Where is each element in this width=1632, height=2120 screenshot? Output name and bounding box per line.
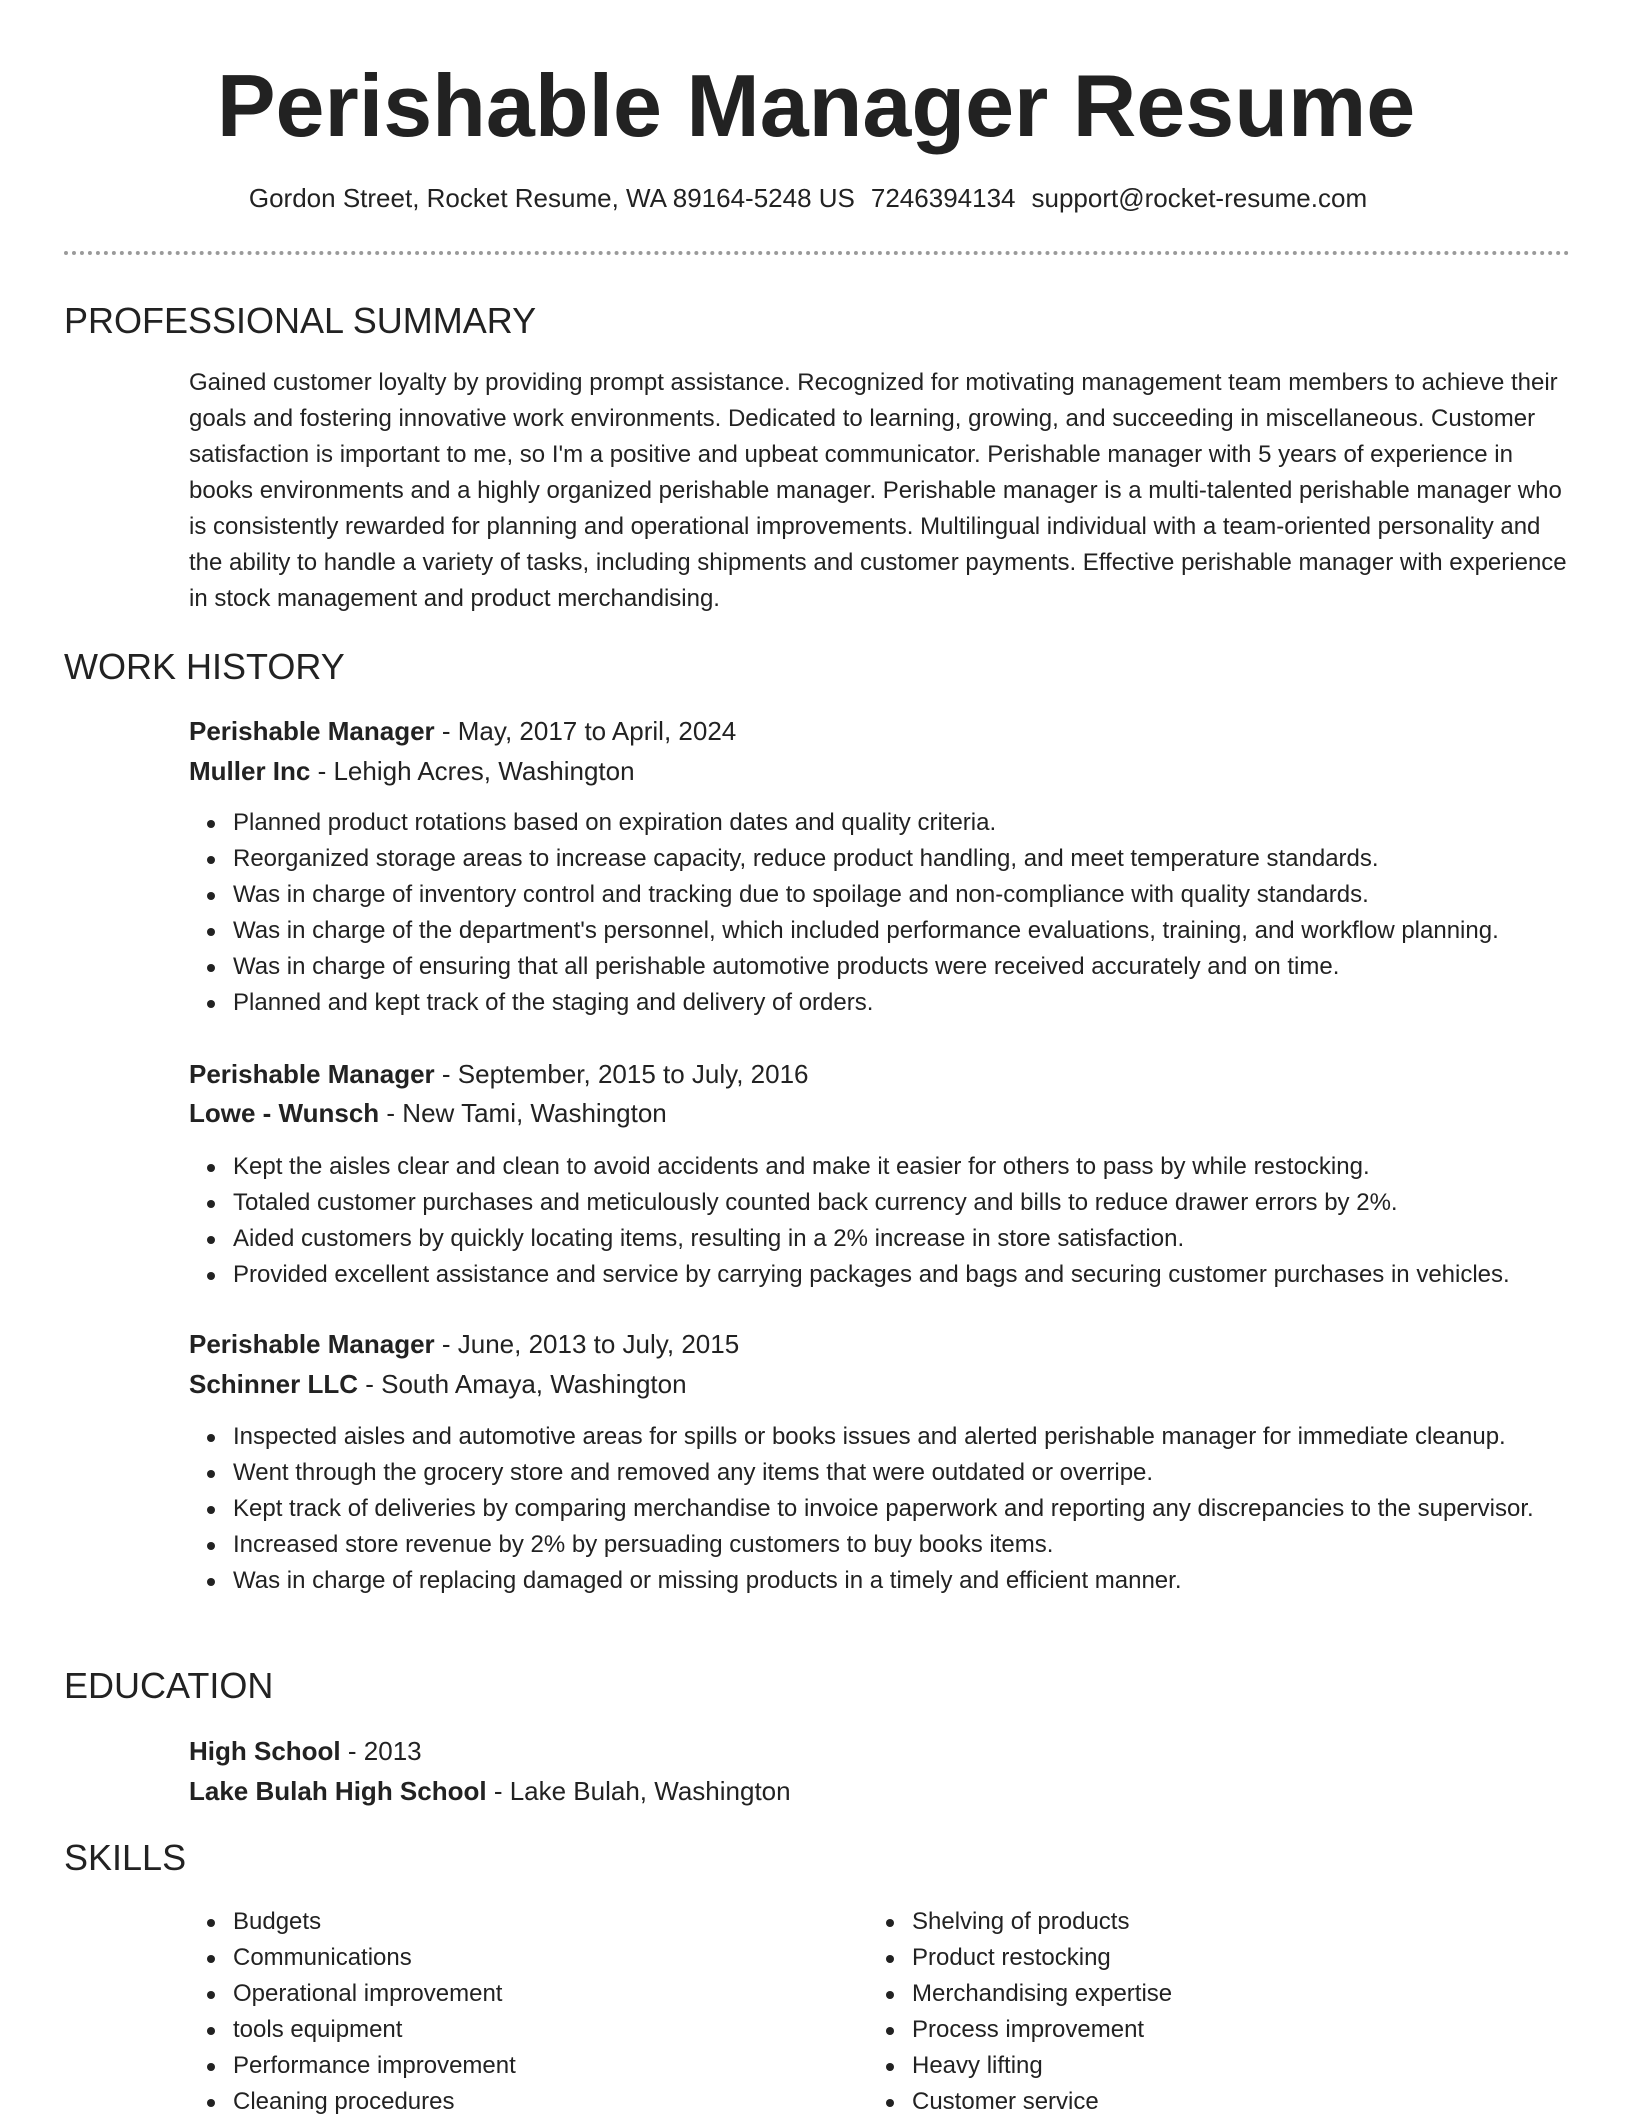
list-item: Was in charge of inventory control and tracking due to spoilage and non-compliance with quality standards. [233,877,1573,913]
skills-list-left [233,1904,833,2120]
list-item: Increased store revenue by 2% by persuading customers to buy books items. [233,1527,1573,1563]
list-item: Went through the grocery store and removed any items that were outdated or overripe. [233,1455,1573,1491]
skills-list-right [912,1904,1512,2120]
section-title-skills: SKILLS [64,1837,187,1878]
list-item: Customer service [912,2084,1512,2120]
contact-address: Gordon Street, Rocket Resume, WA 89164-5248 US [248,183,855,213]
section-title-summary: PROFESSIONAL SUMMARY [64,300,537,341]
education-school: Lake Bulah High School [189,1776,487,1806]
list-item: Kept the aisles clear and clean to avoid accidents and make it easier for others to pass by while restocking. [233,1149,1573,1185]
list-item: Shelving of products [912,1904,1512,1940]
contact-email: support@rocket-resume.com [1031,183,1368,213]
list-item: Inspected aisles and automotive areas for spills or books issues and alerted perishable manager for immediate cleanup. [233,1419,1573,1455]
list-item: Provided excellent assistance and service by carrying packages and bags and securing customer purchases in vehicles. [233,1257,1573,1293]
list-item: Aided customers by quickly locating items, resulting in a 2% increase in store satisfaction. [233,1221,1573,1257]
list-item: Performance improvement [233,2048,833,2084]
list-item: Was in charge of ensuring that all perishable automotive products were received accurately and on time. [233,949,1573,985]
job-location: - Lehigh Acres, Washington [310,756,635,786]
list-item: Product restocking [912,1940,1512,1976]
job-bullets [233,1149,1573,1293]
education-degree-line [189,1733,422,1769]
job-dates: - May, 2017 to April, 2024 [434,716,737,746]
job-company: Muller Inc [189,756,311,786]
list-item: tools equipment [233,2012,833,2048]
list-item: Cleaning procedures [233,2084,833,2120]
resume-title: Perishable Manager Resume [216,56,1416,155]
job-bullets [233,1419,1573,1599]
list-item: Was in charge of the department's personnel, which included performance evaluations, training, and workflow planning. [233,913,1573,949]
education-location: - Lake Bulah, Washington [486,1776,791,1806]
job-bullets [233,805,1573,1021]
job-location: - South Amaya, Washington [358,1369,687,1399]
education-school-line [189,1773,791,1809]
list-item: Planned and kept track of the staging and delivery of orders. [233,985,1573,1021]
job-title: Perishable Manager [189,1059,435,1089]
education-year: - 2013 [340,1736,422,1766]
section-title-education: EDUCATION [64,1665,274,1706]
list-item: Heavy lifting [912,2048,1512,2084]
contact-line [0,180,1616,216]
list-item: Process improvement [912,2012,1512,2048]
list-item: Budgets [233,1904,833,1940]
contact-phone: 7246394134 [870,183,1016,213]
job-title-line [189,1326,739,1362]
job-dates: - September, 2015 to July, 2016 [434,1059,809,1089]
list-item: Was in charge of replacing damaged or missing products in a timely and efficient manner. [233,1563,1573,1599]
education-degree: High School [189,1736,341,1766]
job-dates: - June, 2013 to July, 2015 [434,1329,740,1359]
job-title-line [189,713,736,749]
list-item: Reorganized storage areas to increase capacity, reduce product handling, and meet temperature standards. [233,841,1573,877]
list-item: Communications [233,1940,833,1976]
list-item: Merchandising expertise [912,1976,1512,2012]
header-divider [64,251,1570,255]
list-item: Totaled customer purchases and meticulously counted back currency and bills to reduce drawer errors by 2%. [233,1185,1573,1221]
job-company: Lowe - Wunsch [189,1098,380,1128]
list-item: Kept track of deliveries by comparing merchandise to invoice paperwork and reporting any discrepancies to the supervisor. [233,1491,1573,1527]
job-location: - New Tami, Washington [379,1098,667,1128]
job-title: Perishable Manager [189,716,435,746]
job-company-line [189,1095,667,1131]
job-company-line [189,753,635,789]
section-title-work-history: WORK HISTORY [64,646,345,687]
job-company: Schinner LLC [189,1369,359,1399]
summary-text: Gained customer loyalty by providing prompt assistance. Recognized for motivating management team members to achieve their goals and fostering innovative work environments. Dedicated to learning, growing, and succeeding in miscellaneous. Customer satisfaction is important to me, so I'm a positive and upbeat communicator. Perishable manager with 5 years of experience in books environments and a highly organized perishable manager. Perishable manager is a multi-talented perishable manager who is consistently rewarded for planning and operational improvements. Multilingual individual with a team-oriented personality and the ability to handle a variety of tasks, including shipments and customer payments. Effective perishable manager with experience in stock management and product merchandising. [189,369,1567,612]
list-item: Planned product rotations based on expiration dates and quality criteria. [233,805,1573,841]
list-item: Operational improvement [233,1976,833,2012]
job-title-line [189,1056,809,1092]
job-title: Perishable Manager [189,1329,435,1359]
job-company-line [189,1366,687,1402]
